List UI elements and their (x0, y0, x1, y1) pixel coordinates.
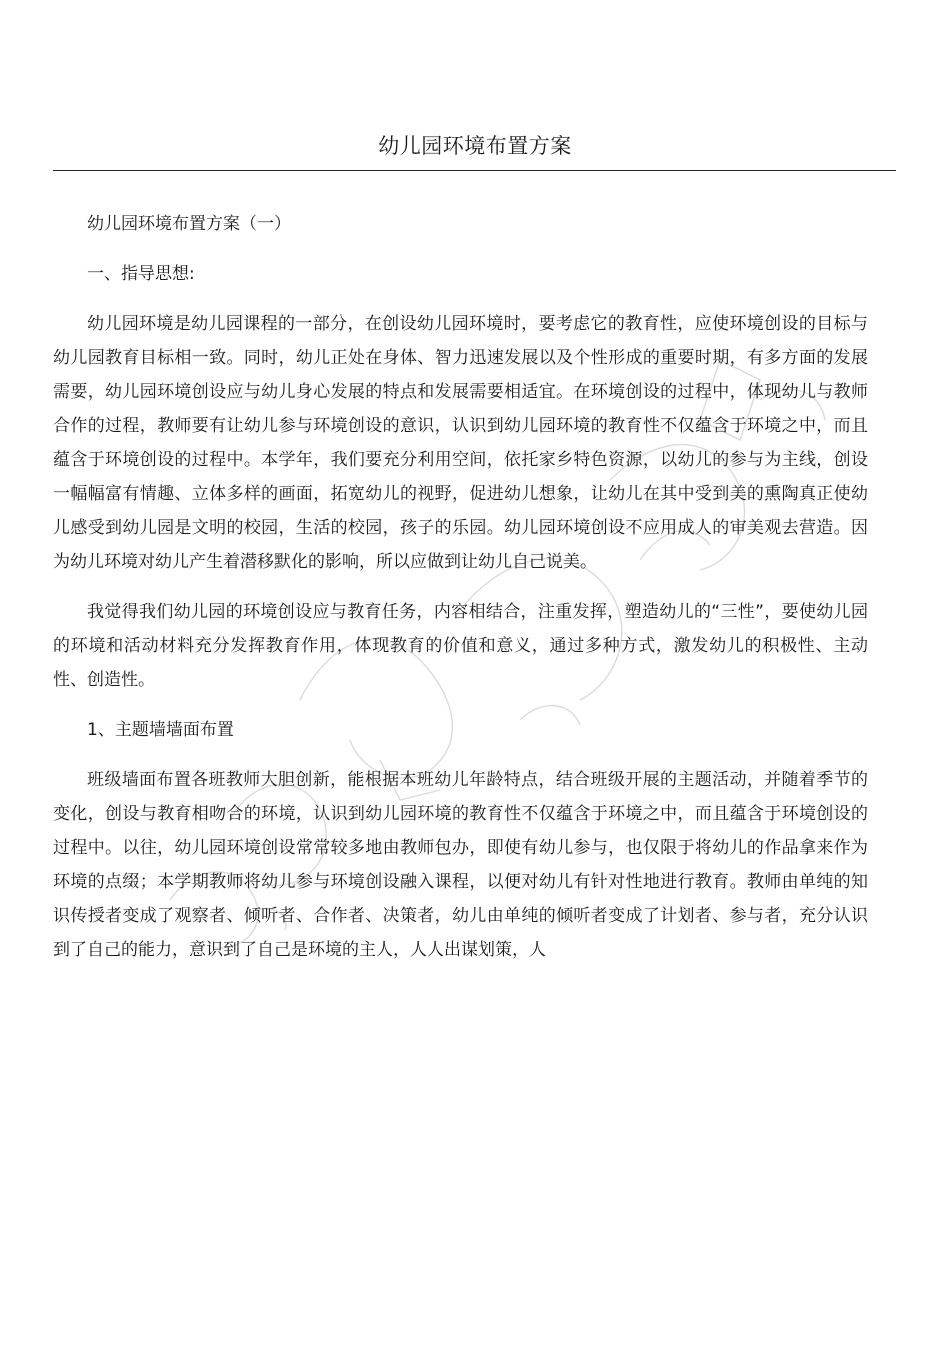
document-title: 幼儿园环境布置方案 (378, 134, 572, 158)
document-body (53, 207, 868, 983)
section-heading: 一、指导思想: (87, 264, 195, 284)
subsection-paragraph: 班级墙面布置各班教师大胆创新，能根据本班幼儿年龄特点，结合班级开展的主题活动，并随着季节的变化，创设与教育相吻合的环境，认识到幼儿园环境的教育性不仅蕴含于环境之中，而且蕴含于环境创设的过程中。以往，幼儿园环境创设常常较多地由教师包办，即使有幼儿参与，也仅限于将幼儿的作品拿来作为环境的点缀；本学期教师将幼儿参与环境创设融入课程，以便对幼儿有针对性地进行教育。教师由单纯的知识传授者变成了观察者、倾听者、合作者、决策者，幼儿由单纯的倾听者变成了计划者、参与者，充分认识到了自己的能力，意识到了自己是环境的主人，人人出谋划策，人 (53, 770, 868, 960)
paragraph-2: 我觉得我们幼儿园的环境创设应与教育任务，内容相结合，注重发挥，塑造幼儿的“三性”，要使幼儿园的环境和活动材料充分发挥教育作用，体现教育的价值和意义，通过多种方式，激发幼儿的积极性、主动性、创造性。 (53, 602, 868, 690)
document-subtitle: 幼儿园环境布置方案（一） (87, 214, 291, 234)
paragraph-1: 幼儿园环境是幼儿园课程的一部分，在创设幼儿园环境时，要考虑它的教育性，应使环境创设的目标与幼儿园教育目标相一致。同时，幼儿正处在身体、智力迅速发展以及个性形成的重要时期，有多方面的发展需要，幼儿园环境创设应与幼儿身心发展的特点和发展需要相适宜。在环境创设的过程中，体现幼儿与教师合作的过程，教师要有让幼儿参与环境创设的意识，认识到幼儿园环境的教育性不仅蕴含于环境之中，而且蕴含于环境创设的过程中。本学年，我们要充分利用空间，依托家乡特色资源，以幼儿的参与为主线，创设一幅幅富有情趣、立体多样的画面，拓宽幼儿的视野，促进幼儿想象，让幼儿在其中受到美的熏陶真正使幼儿感受到幼儿园是文明的校园，生活的校园，孩子的乐园。幼儿园环境创设不应用成人的审美观去营造。因为幼儿环境对幼儿产生着潜移默化的影响，所以应做到让幼儿自己说美。 (53, 314, 868, 572)
subsection-heading: 1、主题墙墙面布置 (87, 720, 234, 740)
title-divider (53, 170, 896, 171)
